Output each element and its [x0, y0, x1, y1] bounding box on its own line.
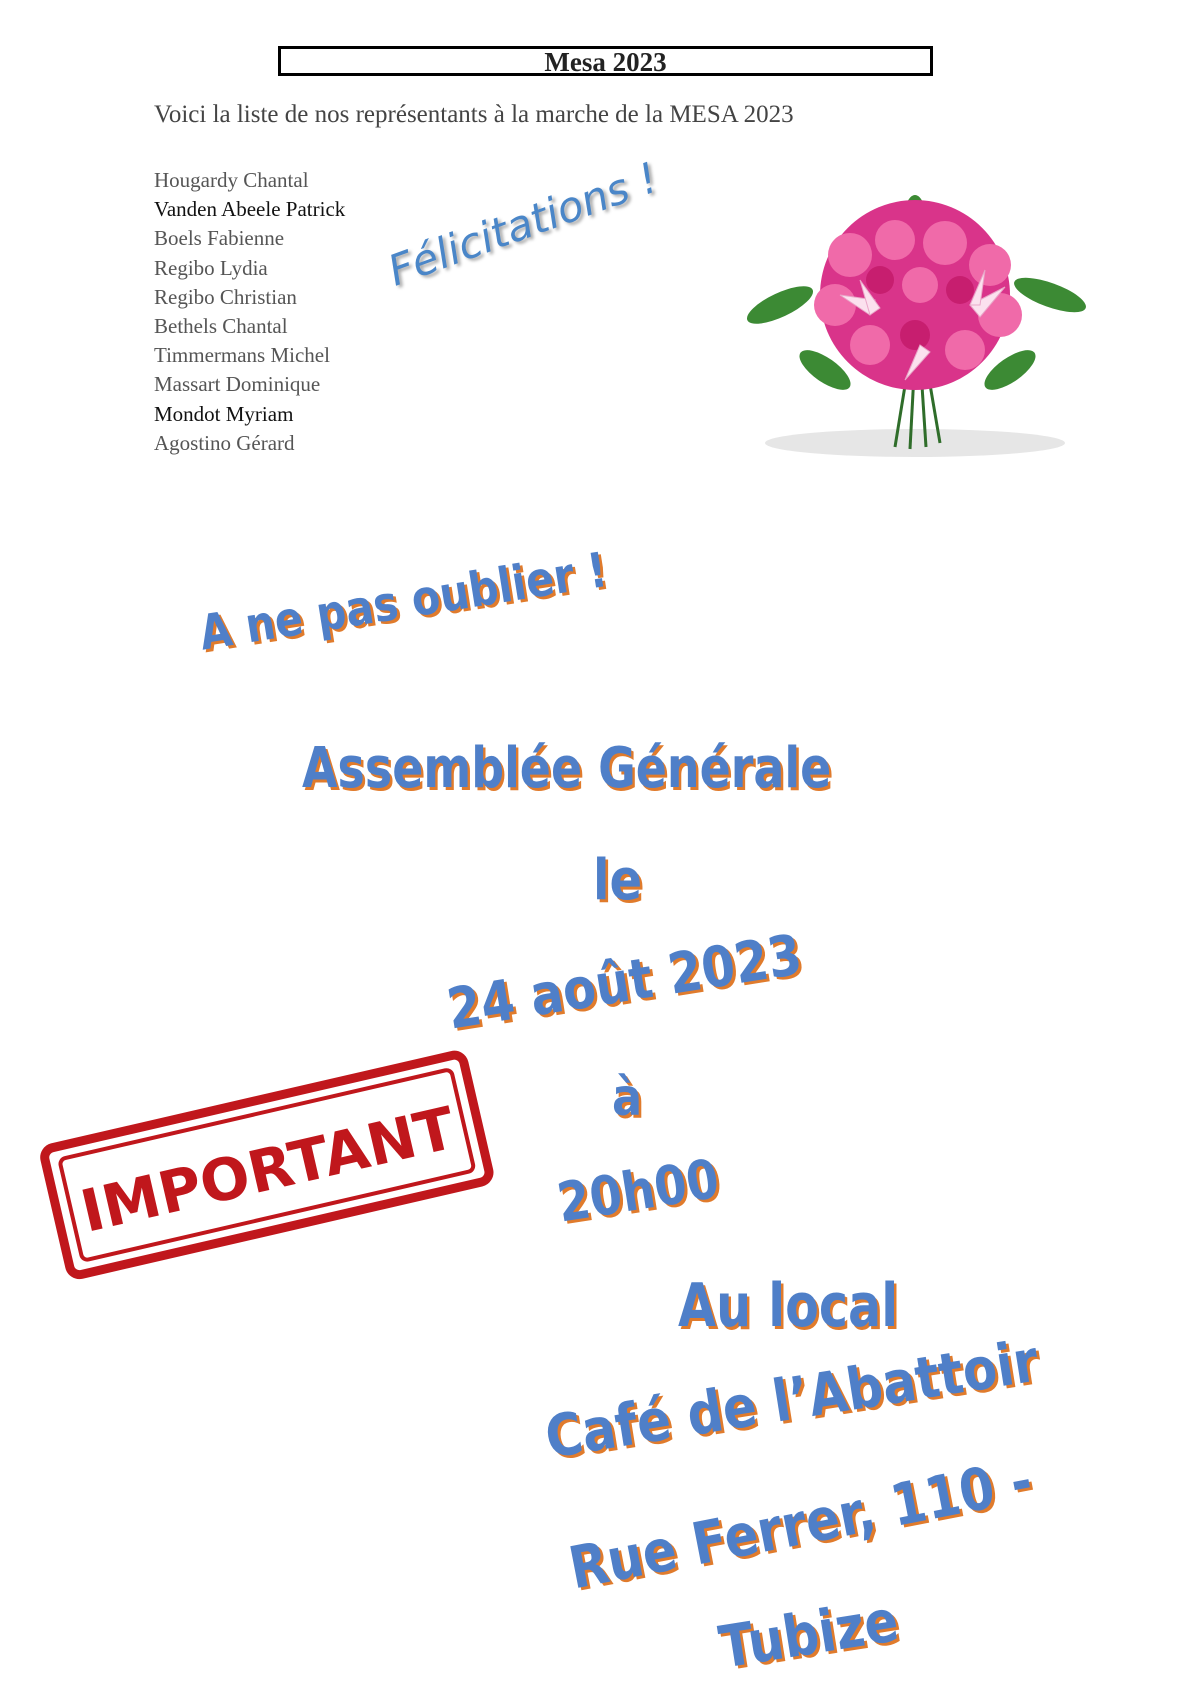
event-date: 24 août 2023 — [442, 922, 807, 1043]
list-item: Mondot Myriam — [154, 401, 294, 426]
list-item: Agostino Gérard — [154, 430, 295, 455]
congratulations-text: Félicitations ! — [381, 152, 665, 296]
event-city: Tubize — [714, 1586, 903, 1682]
reminder-heading: A ne pas oublier ! — [195, 541, 611, 662]
list-item: Massart Dominique — [154, 372, 321, 397]
event-street: Rue Ferrer, 110 - — [563, 1445, 1038, 1603]
representatives-list — [154, 166, 345, 458]
event-place-prefix: Au local — [678, 1271, 899, 1341]
list-item: Regibo Christian — [154, 284, 297, 309]
event-le: le — [593, 848, 643, 913]
event-title: Assemblée Générale — [302, 736, 832, 801]
flower-bouquet-image — [730, 185, 1100, 475]
event-time: 20h00 — [553, 1146, 724, 1235]
list-item: Timmermans Michel — [154, 343, 330, 368]
important-stamp-image — [35, 1040, 500, 1300]
intro-text: Voici la liste de nos représentants à la marche de la MESA 2023 — [154, 101, 794, 128]
event-a: à — [612, 1068, 643, 1128]
list-item: Hougardy Chantal — [154, 168, 309, 192]
event-venue: Café de l’Abattoir — [540, 1326, 1043, 1472]
list-item: Bethels Chantal — [154, 314, 288, 339]
page-title: Mesa 2023 — [278, 46, 933, 76]
list-item: Boels Fabienne — [154, 226, 285, 251]
list-item: Regibo Lydia — [154, 255, 268, 280]
stamp-text: IMPORTANT — [74, 1093, 462, 1246]
list-item: Vanden Abeele Patrick — [154, 197, 346, 222]
